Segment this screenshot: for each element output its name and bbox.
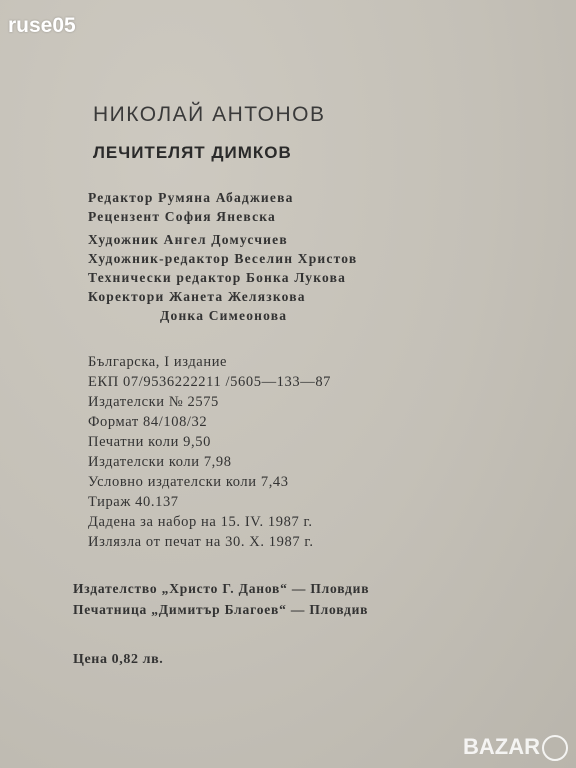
bazar-logo-text: BAZAR [463,734,540,759]
book-title: ЛЕЧИТЕЛЯТ ДИМКОВ [93,143,292,162]
logo-ring-icon [542,735,568,761]
info-ekp: ЕКП 07/9536222211 /5605—133—87 [88,374,332,390]
credit-proofreader: Коректори Жанета Желязкова [88,289,306,304]
price: Цена 0,82 лв. [73,652,164,667]
info-circulation: Тираж 40.137 [88,494,179,510]
printing-house: Печатница „Димитър Благоев“ — Пловдив [73,602,369,617]
publisher-house: Издателство „Христо Г. Данов“ — Пловдив [73,581,370,596]
publication-info-block [88,352,331,552]
watermark-ruse05: ruse05 [8,14,76,37]
credit-editor: Редактор Румяна Абаджиева [88,190,294,205]
credit-proofreader-2: Донка Симеонова [160,308,288,323]
info-conditional-sheets: Условно издателски коли 7,43 [88,474,289,490]
credit-art-editor: Художник-редактор Веселин Христов [88,251,358,266]
info-typeset-date: Дадена за набор на 15. IV. 1987 г. [88,514,313,530]
info-format: Формат 84/108/32 [88,414,208,430]
credit-reviewer: Рецензент София Яневска [88,209,276,224]
info-publisher-sheets: Издателски коли 7,98 [88,454,232,470]
info-edition: Българска, I издание [88,354,228,370]
info-printed-sheets: Печатни коли 9,50 [88,434,211,450]
info-publisher-number: Издателски № 2575 [88,394,219,410]
book-author: НИКОЛАЙ АНТОНОВ [93,103,326,126]
credit-artist: Художник Ангел Домусчиев [88,232,288,247]
credits-block [88,188,357,325]
info-print-date: Излязла от печат на 30. X. 1987 г. [88,534,314,550]
credit-technical-editor: Технически редактор Бонка Лукова [88,270,347,285]
bazar-logo [463,734,568,760]
publishers-block [73,578,369,620]
